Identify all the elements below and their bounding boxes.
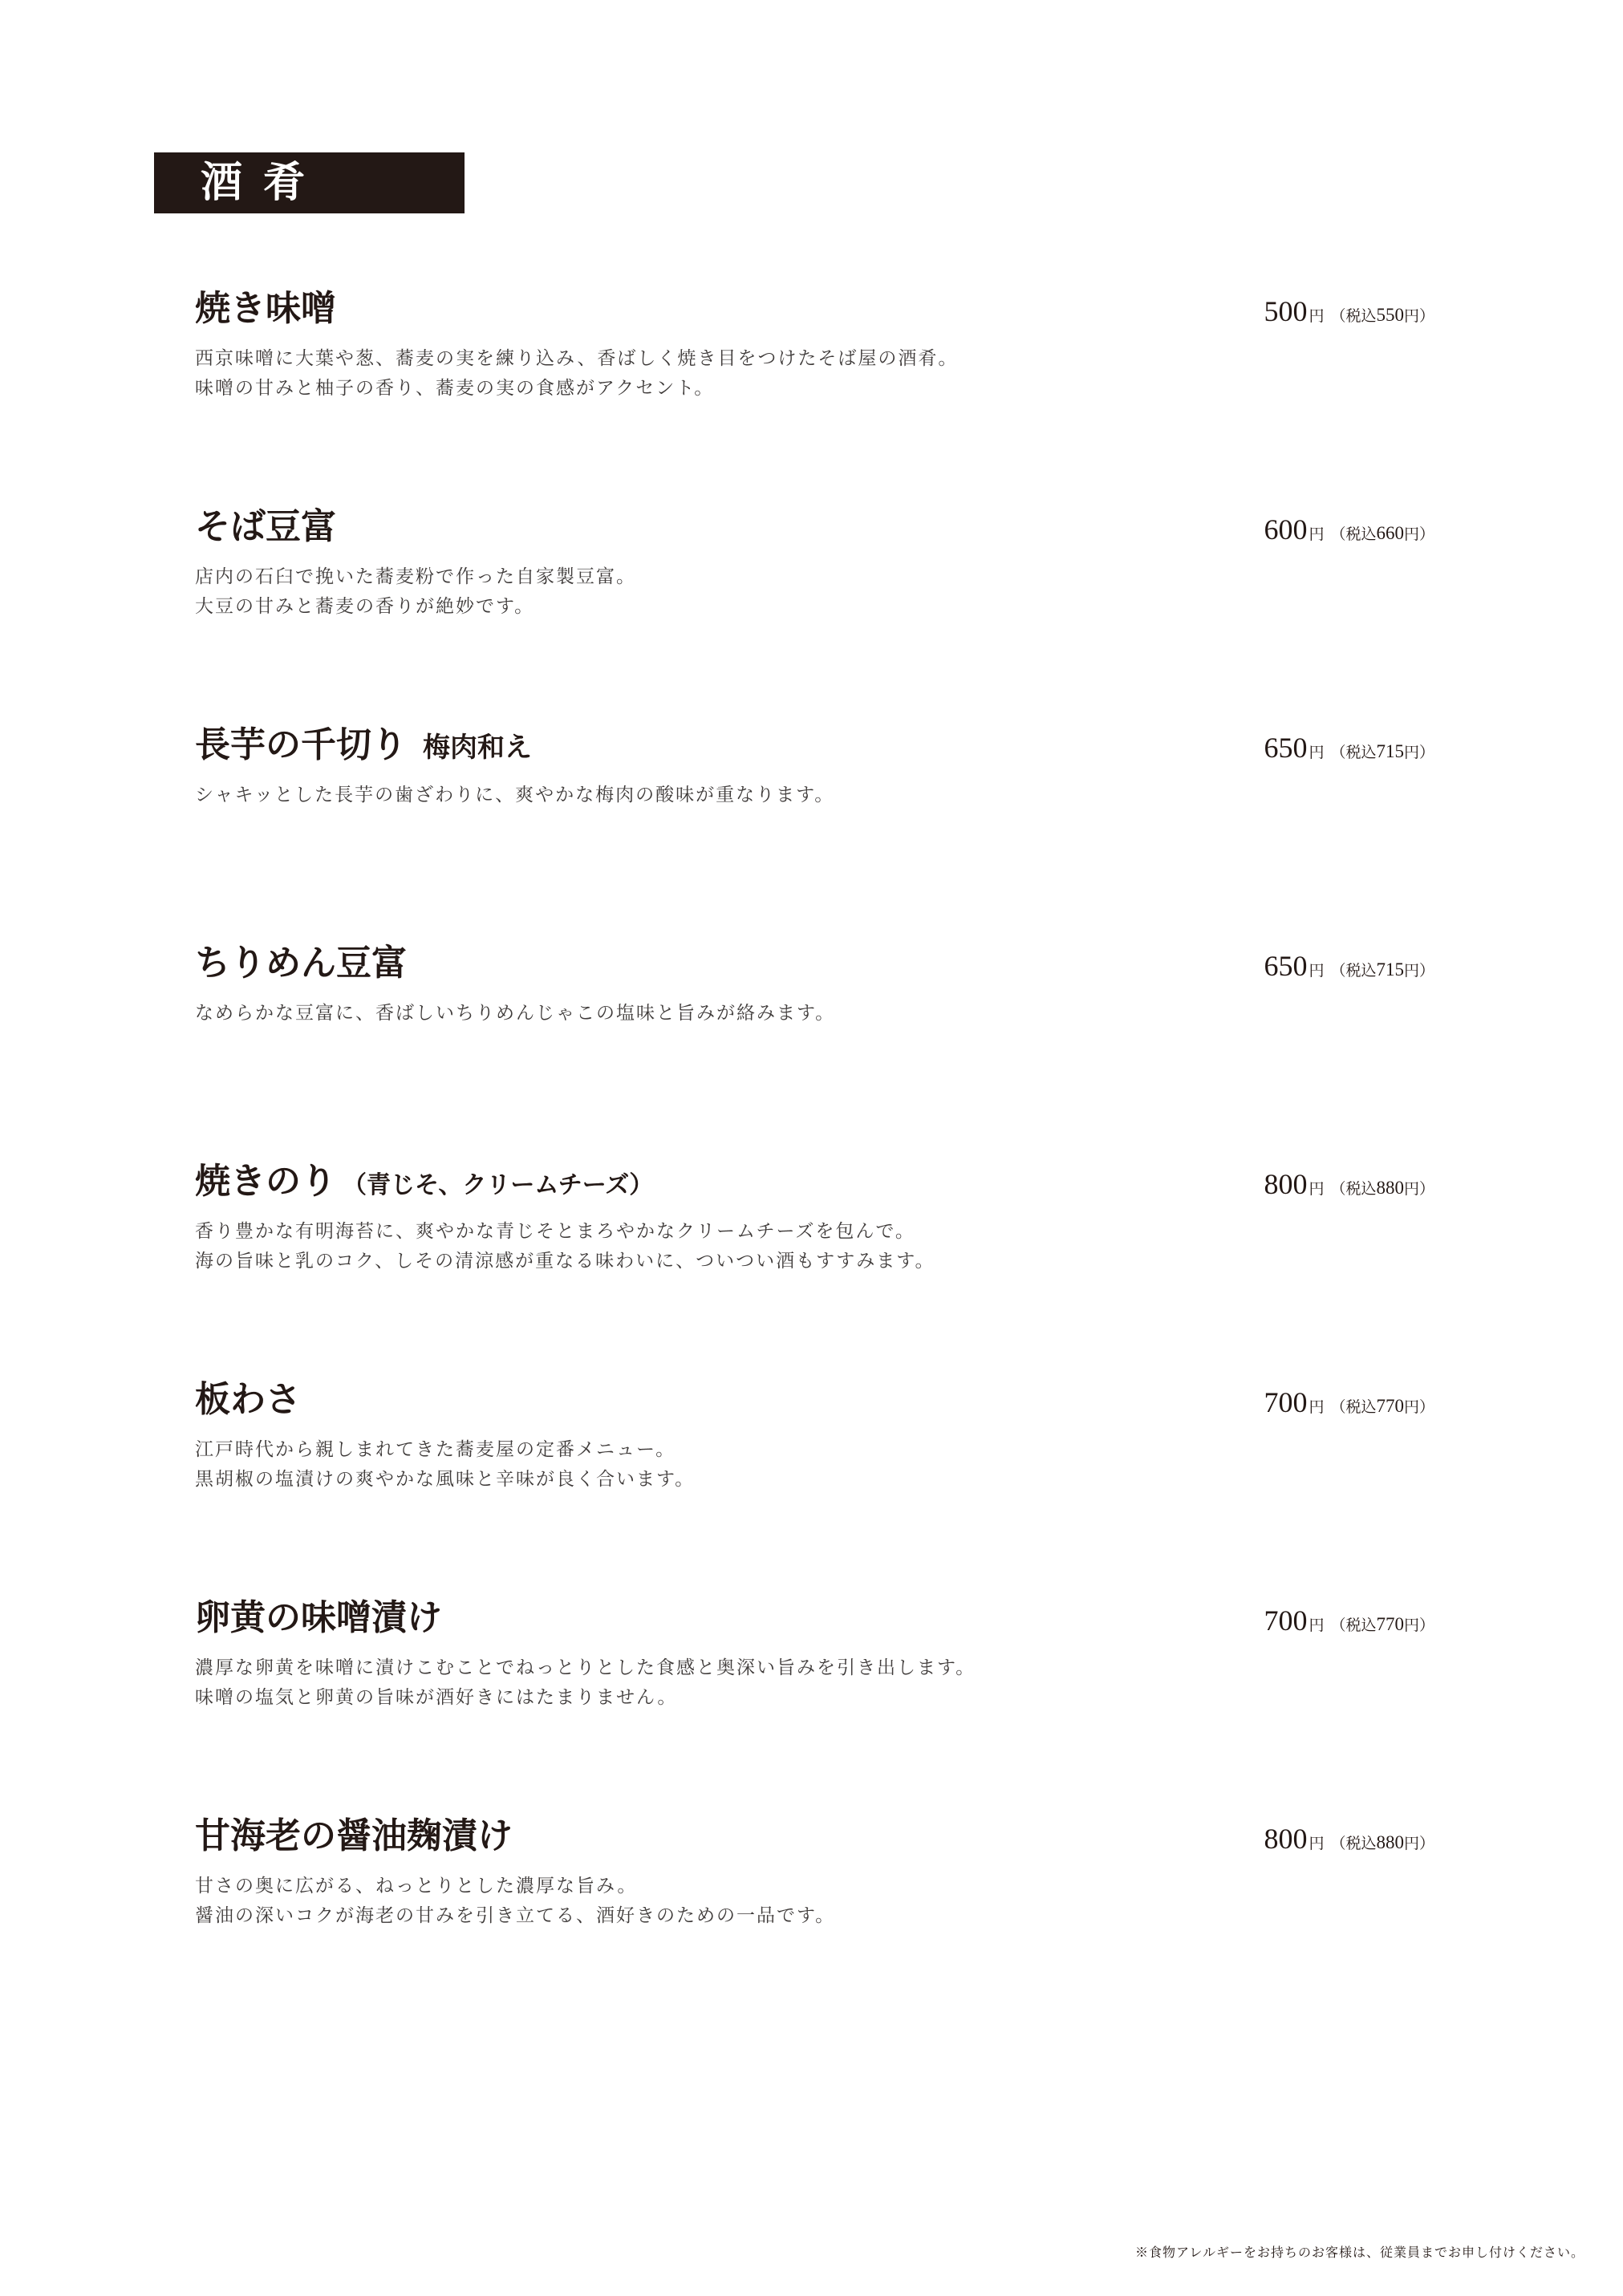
description-line: なめらかな豆富に、香ばしいちりめんじゃこの塩味と旨みが絡みます。 xyxy=(195,1003,836,1024)
item-name-text: 焼き味噌 xyxy=(195,288,336,329)
tax-open: （税込 xyxy=(1330,1399,1377,1416)
price-value: 650 xyxy=(1264,950,1308,982)
item-name-text: 焼きのり xyxy=(195,1161,336,1202)
item-description xyxy=(195,1872,835,1931)
tax-close: 円） xyxy=(1403,963,1434,980)
item-description xyxy=(195,781,834,810)
tax-open: （税込 xyxy=(1330,1617,1377,1634)
item-description xyxy=(195,1653,976,1713)
description-line: 醤油の深いコクが海老の甘みを引き立てる、酒好きのための一品です。 xyxy=(195,1905,836,1926)
description-line: 店内の石臼で挽いた蕎麦粉で作った自家製豆富。 xyxy=(195,566,636,587)
item-name xyxy=(195,505,336,550)
tax-open: （税込 xyxy=(1330,1181,1377,1198)
item-price xyxy=(1264,1385,1434,1419)
tax-close: 円） xyxy=(1403,1399,1434,1416)
tax-price: 880 xyxy=(1376,1178,1404,1198)
tax-price: 770 xyxy=(1376,1396,1404,1416)
item-description xyxy=(195,999,835,1028)
tax-price: 715 xyxy=(1376,959,1404,980)
tax-open: （税込 xyxy=(1330,308,1377,325)
item-name-text: 甘海老の醤油麹漬け xyxy=(195,1815,513,1856)
item-price xyxy=(1264,731,1434,765)
description-line: 味噌の甘みと柚子の香り、蕎麦の実の食感がアクセント。 xyxy=(195,378,715,399)
price-value: 700 xyxy=(1264,1604,1308,1637)
price-value: 500 xyxy=(1264,295,1308,327)
item-price xyxy=(1264,1167,1434,1201)
description-line: 大豆の甘みと蕎麦の香りが絶妙です。 xyxy=(195,596,535,617)
price-unit: 円 xyxy=(1309,1617,1325,1634)
section-title: 酒肴 xyxy=(201,158,327,207)
price-value: 800 xyxy=(1264,1823,1308,1855)
item-name-sub: 梅肉和え xyxy=(423,732,532,764)
description-line: 味噌の塩気と卵黄の旨味が酒好きにはたまりません。 xyxy=(195,1687,678,1708)
item-name-text: そば豆富 xyxy=(195,506,336,547)
item-description xyxy=(195,562,636,622)
tax-price: 715 xyxy=(1376,741,1404,761)
item-name-text: ちりめん豆富 xyxy=(195,943,407,984)
tax-close: 円） xyxy=(1403,1181,1434,1198)
price-unit: 円 xyxy=(1309,963,1325,980)
item-name-note: （青じそ、クリームチーズ） xyxy=(343,1171,654,1199)
item-description xyxy=(195,1435,695,1495)
item-name xyxy=(195,1377,301,1422)
description-line: 江戸時代から親しまれてきた蕎麦屋の定番メニュー。 xyxy=(195,1439,676,1460)
tax-price: 550 xyxy=(1376,305,1404,325)
description-line: 濃厚な卵黄を味噌に漬けこむことでねっとりとした食感と奥深い旨みを引き出します。 xyxy=(195,1657,976,1678)
description-line: 甘さの奥に広がる、ねっとりとした濃厚な旨み。 xyxy=(195,1876,638,1896)
description-line: 黒胡椒の塩漬けの爽やかな風味と辛味が良く合います。 xyxy=(195,1469,696,1490)
item-name xyxy=(195,1159,653,1208)
item-name-text: 卵黄の味噌漬け xyxy=(195,1597,442,1638)
item-price xyxy=(1264,949,1434,983)
tax-price: 770 xyxy=(1376,1614,1404,1634)
item-description xyxy=(195,344,958,404)
tax-open: （税込 xyxy=(1330,744,1377,761)
item-name-text: 長芋の千切り xyxy=(195,724,407,765)
price-value: 700 xyxy=(1264,1386,1308,1418)
allergy-footnote: ※食物アレルギーをお持ちのお客様は、従業員までお申し付けください。 xyxy=(1135,2245,1584,2260)
tax-close: 円） xyxy=(1403,1617,1434,1634)
item-description xyxy=(195,1217,935,1276)
tax-close: 円） xyxy=(1403,308,1434,325)
description-line: 海の旨味と乳のコク、しその清涼感が重なる味わいに、ついつい酒もすすみます。 xyxy=(195,1251,935,1272)
description-line: 香り豊かな有明海苔に、爽やかな青じそとまろやかなクリームチーズを包んで。 xyxy=(195,1221,915,1242)
tax-close: 円） xyxy=(1403,526,1434,543)
item-price xyxy=(1264,513,1434,546)
tax-open: （税込 xyxy=(1330,963,1377,980)
price-unit: 円 xyxy=(1309,1836,1325,1852)
tax-open: （税込 xyxy=(1330,1836,1377,1852)
price-unit: 円 xyxy=(1309,1399,1325,1416)
tax-open: （税込 xyxy=(1330,526,1377,543)
item-name-text: 板わさ xyxy=(195,1379,301,1420)
item-price xyxy=(1264,294,1434,328)
item-name xyxy=(195,723,532,770)
tax-close: 円） xyxy=(1403,1836,1434,1852)
tax-close: 円） xyxy=(1403,744,1434,761)
price-unit: 円 xyxy=(1309,308,1325,325)
item-name xyxy=(195,286,336,331)
item-name xyxy=(195,1814,513,1859)
price-unit: 円 xyxy=(1309,1181,1325,1198)
price-value: 600 xyxy=(1264,513,1308,546)
price-unit: 円 xyxy=(1309,526,1325,543)
price-value: 650 xyxy=(1264,732,1308,764)
description-line: シャキッとした長芋の歯ざわりに、爽やかな梅肉の酸味が重なります。 xyxy=(195,785,835,805)
price-value: 800 xyxy=(1264,1168,1308,1200)
section-header xyxy=(154,152,465,213)
tax-price: 660 xyxy=(1376,523,1404,543)
tax-price: 880 xyxy=(1376,1832,1404,1852)
description-line: 西京味噌に大葉や葱、蕎麦の実を練り込み、香ばしく焼き目をつけたそば屋の酒肴。 xyxy=(195,348,959,369)
item-name xyxy=(195,1596,442,1641)
item-name xyxy=(195,941,407,986)
item-price xyxy=(1264,1822,1434,1856)
price-unit: 円 xyxy=(1309,744,1325,761)
item-price xyxy=(1264,1604,1434,1637)
